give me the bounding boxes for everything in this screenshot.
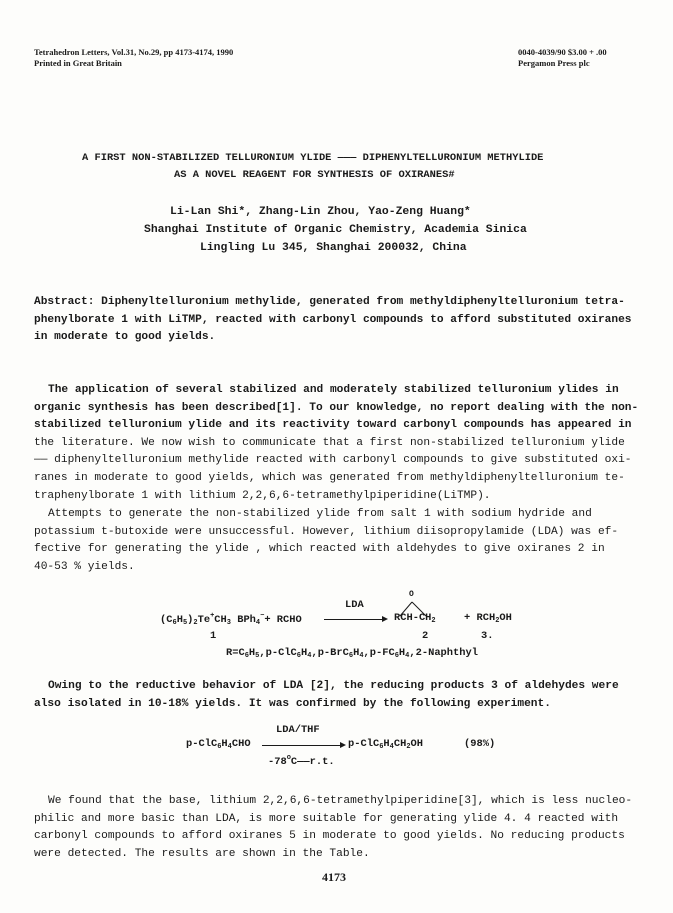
- paragraph-line: organic synthesis has been described[1]. To our knowledge, no report dealing with the non-: [34, 401, 639, 414]
- scheme2-reagent-bottom: -78$^o$C——r.t.: [268, 754, 335, 768]
- scheme1-label-1: 1: [210, 630, 217, 642]
- scheme2-yield: (98%): [464, 738, 496, 750]
- paragraph-line: the literature. We now wish to communicate that a first non-stabilized telluronium ylide: [34, 436, 625, 449]
- page-number: 4173: [322, 870, 346, 884]
- paragraph-line: Owing to the reductive behavior of LDA [2], the reducing products 3 of aldehydes were: [48, 680, 619, 692]
- scheme1-label-2: 2: [422, 630, 429, 642]
- paragraph-reductive: [34, 678, 642, 713]
- author-institute: Shanghai Institute of Organic Chemistry, Academia Sinica: [144, 224, 527, 236]
- paragraph-line: stabilized telluronium ylide and its reactivity toward carbonyl compounds has appeared in: [34, 419, 632, 432]
- paragraph-litmp: [34, 793, 642, 863]
- abstract-line: Abstract: Diphenyltelluronium methylide, generated from methyldiphenyltelluronium tetra-: [34, 296, 625, 308]
- scheme1-reagent: LDA: [345, 599, 364, 611]
- journal-citation: Tetrahedron Letters, Vol.31, No.29, pp 4173-4174, 1990: [34, 47, 234, 57]
- paragraph-line: 40-53 % yields.: [34, 560, 135, 573]
- paragraph-attempts: [34, 506, 642, 576]
- scheme2-product: $p-ClC_6H_4CH_2OH$: [348, 738, 424, 751]
- article-title-line-1: A FIRST NON-STABILIZED TELLURONIUM YLIDE ——— DIPHENYLTELLURONIUM METHYLIDE: [82, 152, 544, 164]
- paragraph-line: carbonyl compounds to afford oxiranes 5 in moderate to good yields. No reducing products: [34, 830, 625, 843]
- paragraph-line: We found that the base, lithium 2,2,6,6-tetramethylpiperidine[3], which is less nucleo-: [48, 795, 633, 807]
- abstract-line: in moderate to good yields.: [34, 331, 216, 344]
- author-names: Li-Lan Shi*, Zhang-Lin Zhou, Yao-Zeng Huang*: [170, 206, 471, 218]
- paragraph-line: —— diphenyltelluronium methylide reacted with carbonyl compounds to give substituted oxi-: [34, 454, 632, 467]
- publisher: Pergamon Press plc: [518, 58, 590, 68]
- issn-price: 0040-4039/90 $3.00 + .00: [518, 47, 607, 57]
- paragraph-line: fective for generating the ylide , which reacted with aldehydes to give oxiranes 2 in: [34, 543, 605, 556]
- scheme1-arrow: [324, 619, 386, 620]
- scheme1-oxygen: O: [409, 590, 414, 599]
- article-title-line-2: AS A NOVEL REAGENT FOR SYNTHESIS OF OXIRANES#: [174, 169, 455, 181]
- abstract: [34, 294, 642, 347]
- scheme2-reactant: $p-ClC_6H_4CHO$: [186, 738, 251, 751]
- abstract-line: phenylborate 1 with LiTMP, reacted with carbonyl compounds to afford substituted oxiranes: [34, 313, 632, 326]
- paragraph-line: Attempts to generate the non-stabilized ylide from salt 1 with sodium hydride and: [48, 508, 592, 520]
- scheme1-r-groups: $R=C_6H_5,p-ClC_6H_4,p-BrC_6H_4,p-FC_6H_4,2$-Naphthyl: [226, 647, 478, 660]
- printed-location: Printed in Great Britain: [34, 58, 122, 68]
- author-address: Lingling Lu 345, Shanghai 200032, China: [200, 242, 467, 254]
- scheme1-alcohol: + $RCH_2OH$: [464, 612, 512, 625]
- paragraph-line: potassium t-butoxide were unsuccessful. However, lithium diisopropylamide (LDA) was ef-: [34, 525, 619, 538]
- paragraph-intro: [34, 382, 642, 505]
- paragraph-line: were detected. The results are shown in the Table.: [34, 847, 370, 860]
- paragraph-line: also isolated in 10-18% yields. It was confirmed by the following experiment.: [34, 697, 551, 710]
- scheme1-oxirane: RCH-$CH_2$: [394, 612, 436, 625]
- paragraph-line: ranes in moderate to good yields, which was generated from methyldiphenyltelluronium te-: [34, 471, 625, 484]
- paragraph-line: philic and more basic than LDA, is more suitable for generating ylide 4. 4 reacted with: [34, 812, 619, 825]
- paragraph-line: traphenylborate 1 with lithium 2,2,6,6-tetramethylpiperidine(LiTMP).: [34, 489, 491, 502]
- scheme2-reagent-top: LDA/THF: [276, 724, 320, 736]
- scheme1-reactant: $(C_6H_5)_2Te^+CH_3$ BPh$_4$−+ RCHO: [160, 612, 302, 627]
- scheme2-arrow: [262, 745, 344, 746]
- scheme1-label-3: 3.: [481, 630, 494, 642]
- paragraph-line: The application of several stabilized and moderately stabilized telluronium ylides in: [48, 384, 619, 396]
